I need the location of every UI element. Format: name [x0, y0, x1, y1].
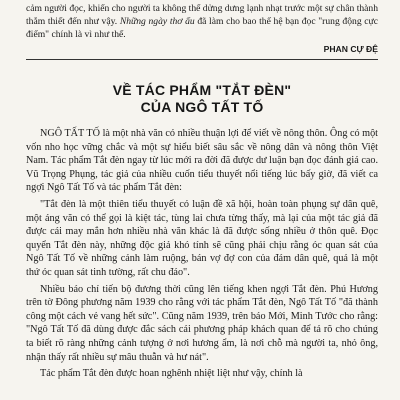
intro-book-title: Những ngày thơ ấu [119, 16, 195, 27]
article-title-line-1: VỀ TÁC PHẨM "TẮT ĐÈN" [112, 82, 292, 98]
article-title-line-2: CỦA NGÔ TẤT TỐ [140, 99, 264, 115]
intro-line-2: một sự chân thành thắm thiết đến như vậy. [26, 3, 379, 27]
quote-paragraph: "Tắt đèn là một thiên tiểu thuyết có luận đề xã hội, hoàn toàn phụng sự dân quê, một áng văn có thể gọi là kiệt tác, tùng lai chưa từng thấy, mà lại của một tác giả đã được cái may mắn hơn nhiều nhà văn khác là đã được sống nhiều ở thôn quê. Đọc quyển Tắt đèn này, những độc giả khó tính sẽ cũng phải chịu rằng óc quan sát của Ngô Tất Tố về những cảnh làm ruộng, bán vợ đợ con của đám dân quê, quả là một thứ óc quan sát tinh tường, rất chu đáo". [26, 198, 378, 278]
previous-article-ending [26, 0, 378, 56]
intro-paragraph [26, 2, 378, 41]
intro-line-4: cho bao thế hệ bạn đọc "rung động cực điểm" chính là vì như thế. [26, 16, 378, 40]
article-body [26, 127, 378, 381]
paragraph-1: NGÔ TẤT TỐ là một nhà văn có nhiều thuận lợi để viết về nông thôn. Ông có một vốn nho học vững chắc và một sự hiểu biết sâu sắc về nông dân và nông thôn Việt Nam. Tác phẩm Tắt đèn ngay từ lúc mới ra đời đã được dư luận bạn đọc đánh giá cao. Vũ Trọng Phụng, tác giả của nhiều cuốn tiểu thuyết nổi tiếng lúc bấy giờ, đã viết ca ngợi Ngô Tất Tố và tác phẩm Tắt đèn: [26, 128, 378, 194]
author-signature: PHAN CỰ ĐỆ [323, 44, 378, 54]
paragraph-4: Tác phẩm Tắt đèn được hoan nghênh nhiệt liệt như vậy, chính là [40, 368, 303, 380]
intro-line-1: cảm người đọc, khiến cho người ta không thể dửng dưng lạnh nhạt trước [26, 3, 306, 14]
intro-line-3: đã làm [194, 16, 224, 27]
paragraph-3: Nhiều báo chí tiến bộ đương thời cũng lên tiếng khen ngợi Tắt đèn. Phú Hương trên tờ Đông phương năm 1939 cho rằng với tác phẩm Tắt đèn, Ngô Tất Tố "đã thành công một cách vẻ vang hết sức". Cũng năm 1939, trên báo Mới, Minh Tước cho rằng: "Ngô Tất Tố đã dùng được đắc sách cái phương pháp khách quan để tả rõ cho chúng ta biết rõ ràng những cảnh tượng ở nơi hương ẩm, là nơi chỗ mà người ta, nhỏ ông, nhận thấy rất nhiều sự mâu thuẫn và hư nát". [26, 283, 378, 363]
section-divider [26, 59, 378, 60]
article-heading [26, 82, 378, 116]
